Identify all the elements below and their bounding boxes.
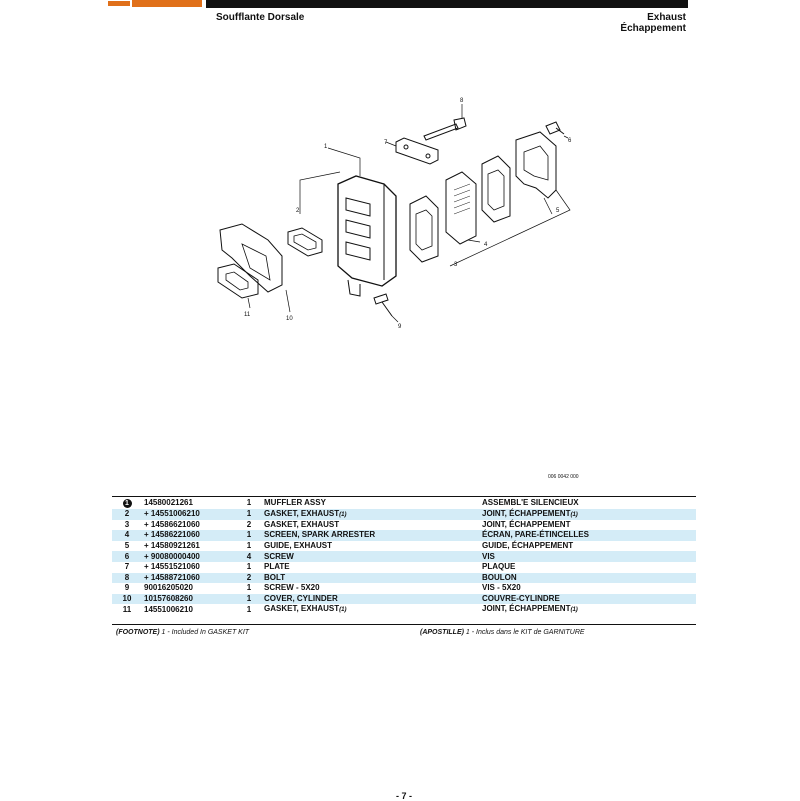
table-row <box>112 604 696 615</box>
description-fr-text: ASSEMBL'E SILENCIEUX <box>482 498 579 508</box>
quantity-text: 1 <box>246 562 252 572</box>
description-en <box>262 562 480 573</box>
description-fr <box>480 551 696 562</box>
description-en <box>262 541 480 552</box>
description-fr-footnote-mark: (1) <box>570 511 578 518</box>
ref-number <box>112 594 142 605</box>
callout-8: 8 <box>460 98 464 104</box>
description-fr-text: GUIDE, ÉCHAPPEMENT <box>482 541 574 551</box>
description-fr-text: JOINT, ÉCHAPPEMENT <box>482 604 571 614</box>
ref-number <box>112 541 142 552</box>
table-rule-top <box>112 496 696 497</box>
callout-3: 3 <box>454 262 458 268</box>
description-en <box>262 498 480 509</box>
description-en <box>262 530 480 541</box>
quantity-text: 1 <box>246 604 252 614</box>
ref-number <box>112 509 142 520</box>
callout-11: 11 <box>244 312 251 318</box>
part-number <box>142 573 236 584</box>
quantity-text: 1 <box>246 594 252 604</box>
description-en-footnote-mark: (1) <box>339 607 347 614</box>
ref-number-text: 8 <box>124 572 130 582</box>
muffler-body-part <box>338 176 396 296</box>
part-number <box>142 541 236 552</box>
cylinder-cover-part <box>220 224 282 292</box>
bolt-part <box>424 118 466 140</box>
quantity-text: 2 <box>246 572 252 582</box>
table-row <box>112 520 696 531</box>
quantity <box>236 583 262 594</box>
description-en-text: SCREW <box>264 551 294 561</box>
description-en <box>262 520 480 531</box>
part-number-text: + 14586221060 <box>144 530 200 540</box>
description-en-footnote-mark: (1) <box>339 511 347 518</box>
part-number-text: 14551006210 <box>144 604 193 614</box>
spark-arrester-screen-part <box>446 172 476 244</box>
quantity-text: 1 <box>246 530 252 540</box>
quantity-text: 2 <box>246 519 252 529</box>
footnote-fr <box>420 629 585 636</box>
part-number-text: + 14551006210 <box>144 509 200 519</box>
description-en-text: GASKET, EXHAUST <box>264 508 340 518</box>
ref-number <box>112 573 142 584</box>
part-number <box>142 530 236 541</box>
logo-stripe <box>108 1 130 6</box>
description-fr <box>480 520 696 531</box>
gasket-3b-part <box>482 156 510 222</box>
quantity <box>236 562 262 573</box>
description-fr-text: JOINT, ÉCHAPPEMENT <box>482 508 571 518</box>
description-en-text: SCREEN, SPARK ARRESTER <box>264 530 376 540</box>
ref-number-text: 11 <box>122 604 132 614</box>
ref-number-text: 2 <box>124 509 130 519</box>
callout-7: 7 <box>384 140 388 146</box>
callout-1: 1 <box>324 144 328 150</box>
description-fr <box>480 498 696 509</box>
description-en-text: MUFFLER ASSY <box>264 498 326 508</box>
description-fr-text: JOINT, ÉCHAPPEMENT <box>482 519 571 529</box>
ref-number-text: 3 <box>124 519 130 529</box>
logo-wordmark <box>132 0 202 7</box>
callout-9: 9 <box>398 324 402 330</box>
description-fr <box>480 573 696 584</box>
table-row <box>112 594 696 605</box>
description-en <box>262 573 480 584</box>
part-number <box>142 520 236 531</box>
ref-number <box>112 530 142 541</box>
footnote-en-label: (FOOTNOTE) <box>116 629 160 636</box>
ref-number-text: 7 <box>124 562 130 572</box>
part-number-text: 10157608260 <box>144 594 193 604</box>
callout-5: 5 <box>556 208 560 214</box>
part-number <box>142 509 236 520</box>
section-title-fr: Échappement <box>620 23 686 34</box>
ref-number <box>112 520 142 531</box>
table-row <box>112 551 696 562</box>
section-title-en: Exhaust <box>647 12 686 23</box>
description-en <box>262 604 480 615</box>
gasket-3-part <box>410 196 438 262</box>
part-number-text: + 14588721060 <box>144 572 200 582</box>
table-row <box>112 583 696 594</box>
description-en-text: GASKET, EXHAUST <box>264 604 340 614</box>
part-number-text: + 14580921261 <box>144 541 200 551</box>
part-number-text: 14580021261 <box>144 498 193 508</box>
part-number <box>142 551 236 562</box>
table-row <box>112 562 696 573</box>
description-en <box>262 583 480 594</box>
description-en-text: GASKET, EXHAUST <box>264 519 340 529</box>
gasket-2-part <box>288 228 322 256</box>
description-fr-text: BOULON <box>482 572 517 582</box>
table-row <box>112 509 696 520</box>
table-row <box>112 573 696 584</box>
description-fr <box>480 604 696 615</box>
description-en-text: GUIDE, EXHAUST <box>264 541 333 551</box>
diagram-code: 006 0042 000 <box>548 474 579 480</box>
footnote-en-text: 1 - Included In GASKET KIT <box>161 629 250 636</box>
ref-number-text: 6 <box>124 551 130 561</box>
ref-number <box>112 498 142 509</box>
description-en-text: PLATE <box>264 562 290 572</box>
description-en <box>262 509 480 520</box>
ref-number <box>112 562 142 573</box>
description-en-text: COVER, CYLINDER <box>264 594 338 604</box>
description-fr <box>480 583 696 594</box>
quantity-text: 1 <box>246 583 252 593</box>
plate-part <box>396 138 438 164</box>
product-title: Soufflante Dorsale <box>216 12 305 23</box>
description-fr-text: VIS - 5X20 <box>482 583 521 593</box>
description-fr <box>480 530 696 541</box>
ref-number <box>112 551 142 562</box>
ref-number-text: 10 <box>122 594 132 604</box>
description-en <box>262 594 480 605</box>
ref-number <box>112 604 142 615</box>
part-number <box>142 562 236 573</box>
screw-9-part <box>374 294 392 316</box>
footnote-fr-label: (APOSTILLE) <box>420 629 464 636</box>
callout-10: 10 <box>286 316 293 322</box>
quantity-text: 1 <box>246 509 252 519</box>
description-fr-text: ÉCRAN, PARE-ÉTINCELLES <box>482 530 589 540</box>
quantity <box>236 551 262 562</box>
footnote-fr-text: 1 - Inclus dans le KIT de GARNITURE <box>465 629 585 636</box>
quantity <box>236 541 262 552</box>
description-en <box>262 551 480 562</box>
description-fr-footnote-mark: (1) <box>570 607 578 614</box>
part-number-text: + 14551521060 <box>144 562 200 572</box>
description-fr-text: COUVRE-CYLINDRE <box>482 594 560 604</box>
table-row <box>112 530 696 541</box>
part-number <box>142 594 236 605</box>
part-number-text: 90016205020 <box>144 583 193 593</box>
section-title <box>620 12 686 34</box>
table-rule-bottom <box>112 624 696 625</box>
description-en-text: SCREW - 5X20 <box>264 583 320 593</box>
ref-number-text: 5 <box>124 541 130 551</box>
quantity <box>236 594 262 605</box>
footnote-en <box>116 629 249 636</box>
callout-2: 2 <box>296 208 300 214</box>
quantity <box>236 530 262 541</box>
quantity-text: 4 <box>246 551 252 561</box>
quantity <box>236 509 262 520</box>
page-number: - 7 - <box>396 791 413 801</box>
ref-number-text: 9 <box>124 583 130 593</box>
part-number <box>142 583 236 594</box>
part-number <box>142 604 236 615</box>
quantity <box>236 498 262 509</box>
exhaust-guide-part <box>516 132 556 198</box>
quantity-text: 1 <box>246 498 252 508</box>
quantity <box>236 520 262 531</box>
ref-number-text: 1 <box>123 499 132 508</box>
description-fr <box>480 509 696 520</box>
brand-logo <box>108 0 206 8</box>
quantity <box>236 573 262 584</box>
table-row <box>112 541 696 552</box>
parts-table <box>112 498 696 615</box>
quantity-text: 1 <box>246 541 252 551</box>
description-fr <box>480 541 696 552</box>
description-fr-text: VIS <box>482 551 495 561</box>
description-fr <box>480 594 696 605</box>
description-en-text: BOLT <box>264 572 286 582</box>
ref-number-text: 4 <box>124 530 130 540</box>
part-number-text: + 90080000400 <box>144 551 200 561</box>
screw-6-part <box>546 122 564 134</box>
part-number-text: + 14586621060 <box>144 519 200 529</box>
part-number <box>142 498 236 509</box>
callout-6: 6 <box>568 138 572 144</box>
description-fr-text: PLAQUE <box>482 562 516 572</box>
exploded-parts-diagram <box>200 80 600 350</box>
quantity <box>236 604 262 615</box>
description-fr <box>480 562 696 573</box>
ref-number <box>112 583 142 594</box>
callout-4: 4 <box>484 242 488 248</box>
table-row <box>112 498 696 509</box>
